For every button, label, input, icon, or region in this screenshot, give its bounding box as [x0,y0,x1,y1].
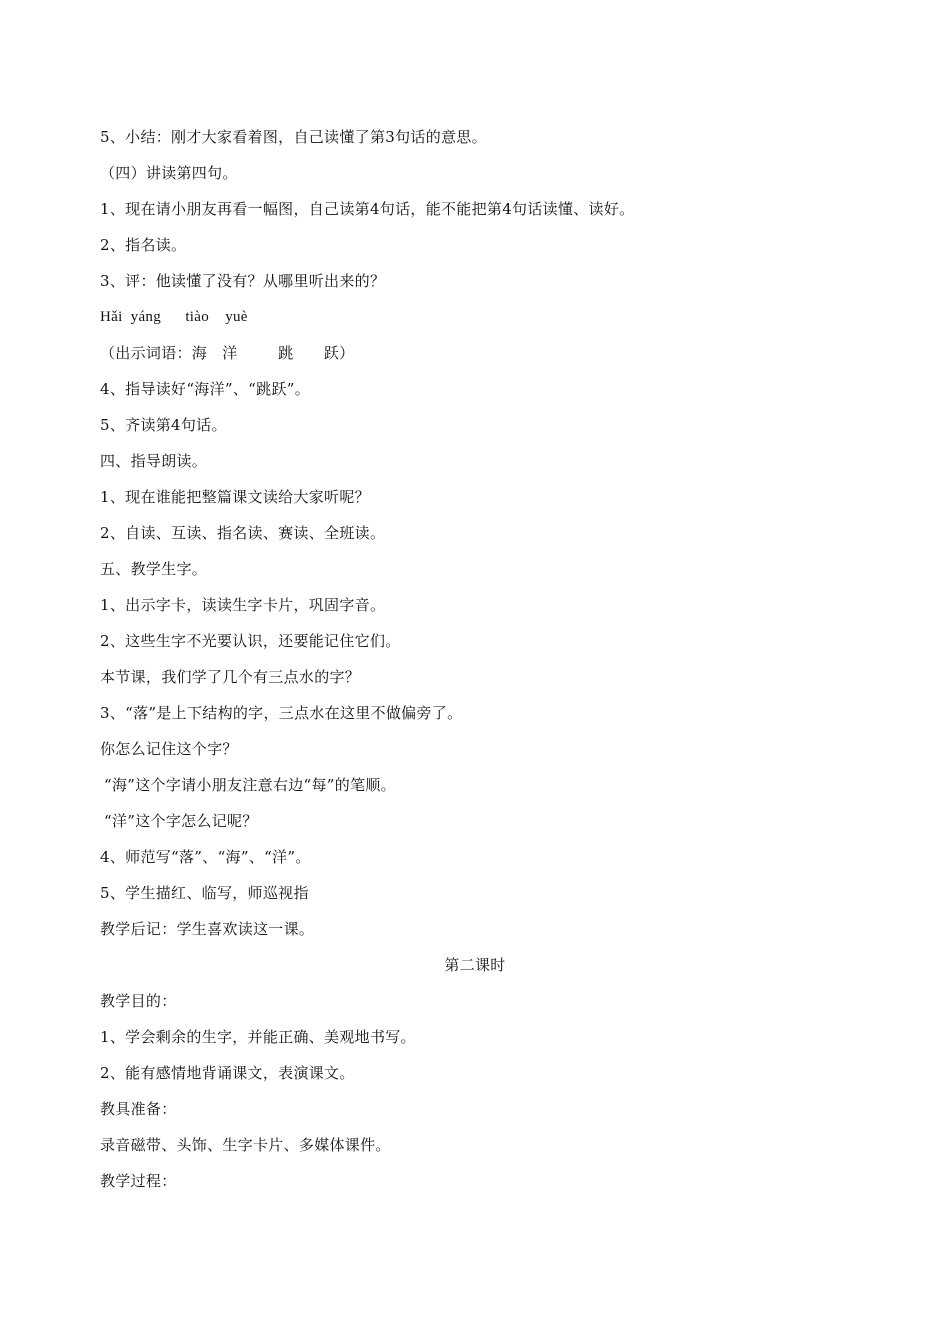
pinyin-line: Hǎi yáng tiào yuè [100,309,248,325]
section-heading: （四）讲读第四句。 [100,164,238,182]
text-line: 2、自读、互读、指名读、赛读、全班读。 [100,524,386,542]
text-line: 1、现在谁能把整篇课文读给大家听呢？ [100,488,370,506]
text-line: 2、能有感情地背诵课文，表演课文。 [100,1064,355,1082]
section-heading: 教学过程： [100,1172,177,1190]
text-line: 1、现在请小朋友再看一幅图，自己读第4句话，能不能把第4句话读懂、读好。 [100,200,635,218]
text-line: 本节课，我们学了几个有三点水的字？ [100,668,361,686]
text-line: 2、这些生字不光要认识，还要能记住它们。 [100,632,401,650]
section-heading: 教具准备： [100,1100,177,1118]
text-line: 录音磁带、头饰、生字卡片、多媒体课件。 [100,1136,391,1154]
text-line: 5、学生描红、临写，师巡视指 [100,884,309,902]
text-line: 5、小结：刚才大家看着图，自己读懂了第3句话的意思。 [100,128,487,146]
text-line: “洋”这个字怎么记呢？ [104,812,258,830]
text-line: 1、出示字卡，读读生字卡片，巩固字音。 [100,596,386,614]
text-line: 4、师范写“落”、“海”、“洋”。 [100,848,311,866]
section-heading: 五、教学生字。 [100,560,208,578]
text-line: 教学后记：学生喜欢读这一课。 [100,920,315,938]
text-line: 1、学会剩余的生字，并能正确、美观地书写。 [100,1028,416,1046]
text-line: 5、齐读第4句话。 [100,416,227,434]
section-heading: 四、指导朗读。 [100,452,208,470]
section-heading: 教学目的： [100,992,177,1010]
text-line: 3、评：他读懂了没有？从哪里听出来的？ [100,272,386,290]
lesson-title: 第二课时 [444,956,506,974]
text-line: 你怎么记住这个字？ [100,740,238,758]
text-line: “海”这个字请小朋友注意右边“每”的笔顺。 [104,776,396,794]
text-line: （出示词语：海 洋 跳 跃） [100,344,355,362]
text-line: 3、“落”是上下结构的字，三点水在这里不做偏旁了。 [100,704,463,722]
text-line: 2、指名读。 [100,236,187,254]
text-line: 4、指导读好“海洋”、“跳跃”。 [100,380,311,398]
